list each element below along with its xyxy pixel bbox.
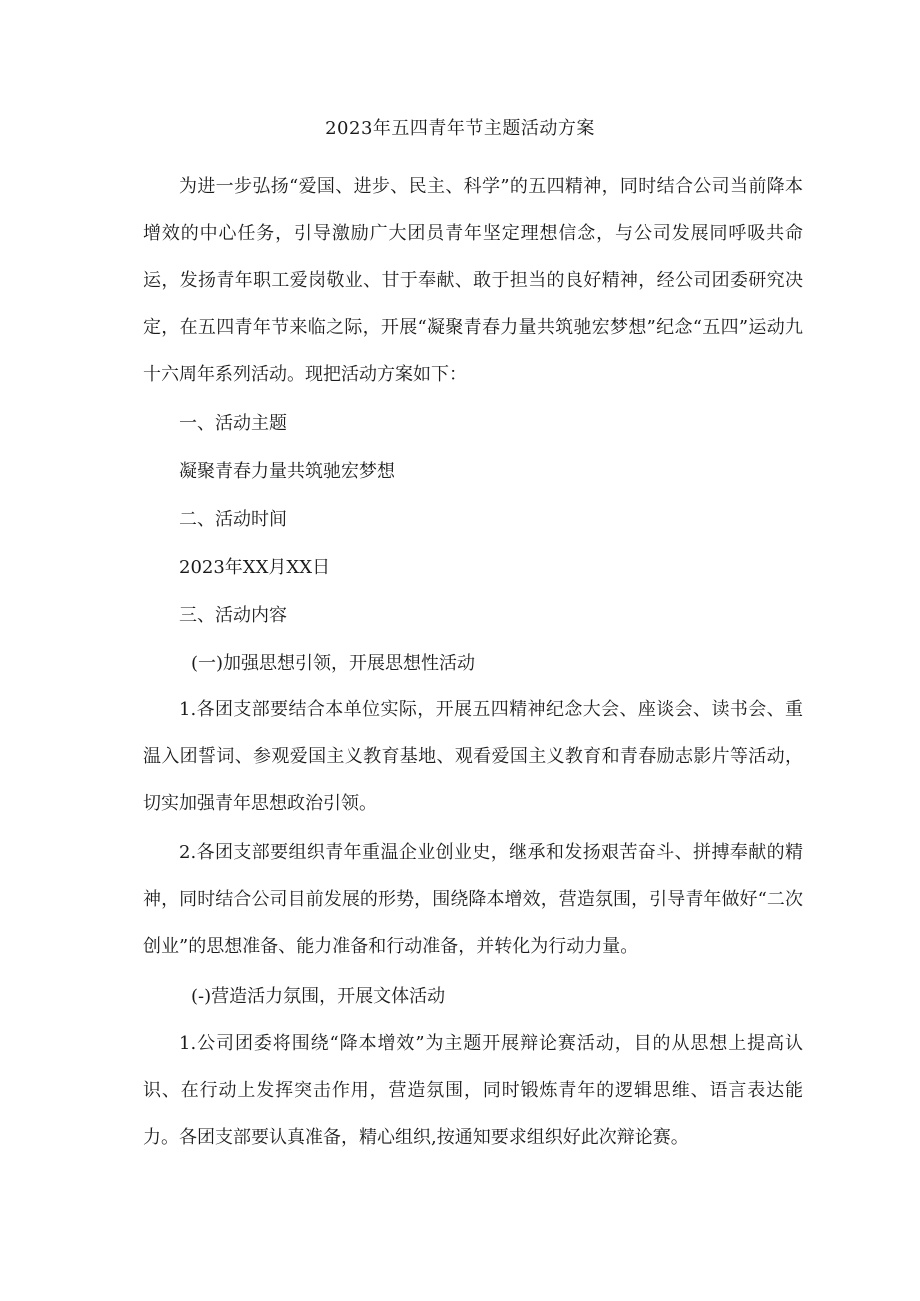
intro-paragraph: 为进一步弘扬“爱国、进步、民主、科学”的五四精神，同时结合公司当前降本增效的中心任务，引导激励广大团员青年坚定理想信念，与公司发展同呼吸共命运，发扬青年职工爱岗敬业、甘于奉献、敢于担当的良好精神，经公司团委研究决定，在五四青年节来临之际，开展“凝聚青春力量共筑驰宏梦想”纪念“五四”运动九十六周年系列活动。现把活动方案如下： (143, 176, 803, 385)
section-heading-content: 三、活动内容 (179, 605, 287, 626)
section-text-time: 2023年XX月XX日 (179, 557, 331, 578)
section-heading-theme: 一、活动主题 (179, 413, 287, 434)
section-heading-time: 二、活动时间 (179, 509, 287, 530)
section-text-theme: 凝聚青春力量共筑驰宏梦想 (179, 461, 395, 482)
document-title: 2023年五四青年节主题活动方案 (325, 118, 595, 139)
subsection-heading-culture: (-)营造活力氛围，开展文体活动 (191, 986, 446, 1007)
list-item-culture-1: 1.公司团委将围绕“降本增效”为主题开展辩论赛活动，目的从思想上提高认识、在行动上发挥突击作用，营造氛围，同时锻炼青年的逻辑思维、语言表达能力。各团支部要认真准备，精心组织,按通知要求组织好此次辩论赛。 (143, 1033, 803, 1148)
list-item-thought-2: 2.各团支部要组织青年重温企业创业史，继承和发扬艰苦奋斗、拼搏奉献的精神，同时结合公司目前发展的形势，围绕降本增效，营造氛围，引导青年做好“二次创业”的思想准备、能力准备和行动准备，并转化为行动力量。 (143, 842, 803, 957)
list-item-thought-1: 1.各团支部要结合本单位实际，开展五四精神纪念大会、座谈会、读书会、重温入团誓词、参观爱国主义教育基地、观看爱国主义教育和青春励志影片等活动，切实加强青年思想政治引领。 (143, 699, 803, 814)
subsection-heading-thought: (一)加强思想引领，开展思想性活动 (191, 653, 476, 674)
